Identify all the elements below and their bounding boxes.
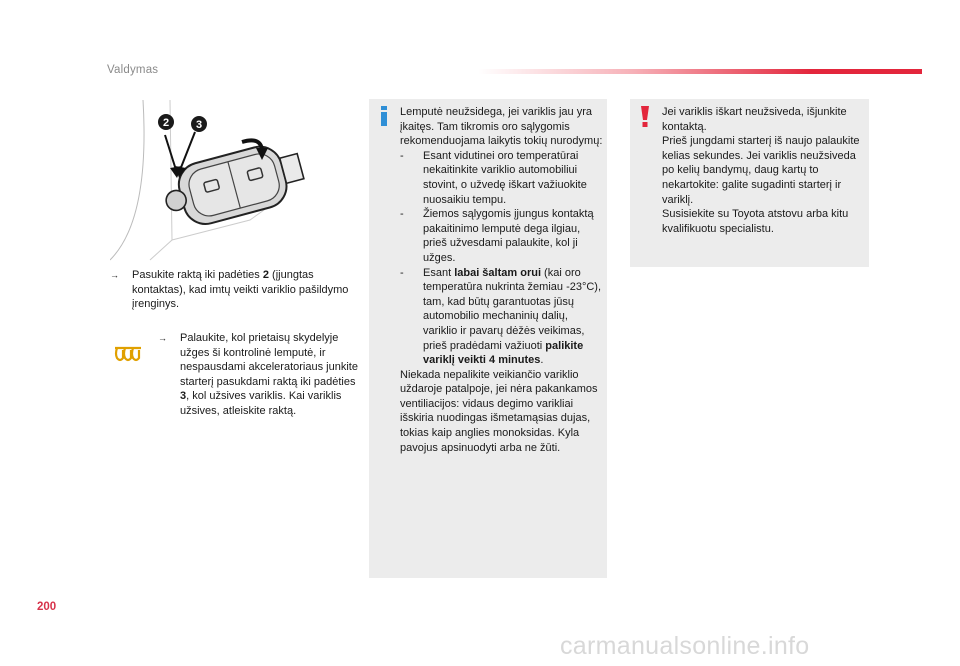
info-intro: Lemputė neužsidega, jei variklis jau yra įkaitęs. Tam tikromis oro sąlygomis rekomenduojama laikytis tokių nurodymų: bbox=[400, 106, 603, 148]
key-ignition-illustration bbox=[110, 100, 360, 262]
warning-panel-content bbox=[662, 105, 862, 236]
info-bullet-winter: - Žiemos sąlygomis įjungus kontaktą pakaitinimo lemputė dega ilgiau, prieš užvesdami palaukite, kol ji užges. bbox=[400, 208, 594, 264]
step-turn-key-position-2: → Pasukite raktą iki padėties 2 (įjungtas kontaktas), kad imtų veikti variklio pašildymo įrenginys. bbox=[110, 269, 349, 311]
watermark: carmanualsonline.info bbox=[560, 632, 810, 660]
preheat-glow-plug-icon bbox=[113, 344, 143, 366]
info-bullet-very-cold: - Esant labai šaltam orui (kai oro temperatūra nukrinta žemiau -23°C), tam, kad būtų garantuotas jūsų automobilio mechaninių dalių, variklio ir pavarų dėžės veikimas, prieš pradėdami važiuoti palikite variklį veikti 4 minutes. bbox=[400, 266, 602, 367]
info-panel-content bbox=[400, 105, 605, 455]
warn-paragraph-3: Susisiekite su Toyota atstovu arba kitu kvalifikuotu specialistu. bbox=[662, 208, 849, 235]
info-ventilation-warning: Niekada nepalikite veikiančio variklio uždaroje patalpoje, jei nėra pakankamos ventiliacijos: vidaus degimo varikliai išskiria nuodingas išmetamąsias dujas, tokias kaip anglies monoksidas. Kyla pavojus apsinuodyti arba ne žūti. bbox=[400, 368, 598, 454]
warn-paragraph-1: Jei variklis iškart neužsiveda, išjunkite kontaktą. bbox=[662, 106, 847, 133]
info-icon bbox=[378, 106, 390, 126]
info-bullet-moderate-temp: - Esant vidutinei oro temperatūrai nekaitinkite variklio automobiliui stovint, o užvedę iškart važiuokite nuosaikiu tempu. bbox=[400, 149, 587, 206]
header-accent-bar bbox=[478, 69, 922, 74]
arrow-bullet-icon: → bbox=[110, 270, 119, 280]
arrow-bullet-icon: → bbox=[158, 333, 167, 343]
warn-paragraph-2: Prieš jungdami starterį iš naujo palaukite kelias sekundes. Jei variklis neužsiveda po kelių bandymų, daug kartų to nekartokite: galite sugadinti starterį ir variklį. bbox=[662, 135, 860, 206]
position-3-label: 3 bbox=[195, 119, 203, 131]
page-number: 200 bbox=[37, 601, 57, 613]
position-2-label: 2 bbox=[162, 117, 170, 129]
warning-exclamation-icon bbox=[640, 106, 650, 128]
step-wait-and-start: → Palaukite, kol prietaisų skydelyje užges ši kontrolinė lemputė, ir nespausdami akceleratoriaus junkite starterį pasukdami raktą iki padėties 3, kol užsives variklis. Kai variklis užsives, atleiskite raktą. bbox=[158, 332, 358, 417]
section-title: Valdymas bbox=[107, 64, 159, 76]
